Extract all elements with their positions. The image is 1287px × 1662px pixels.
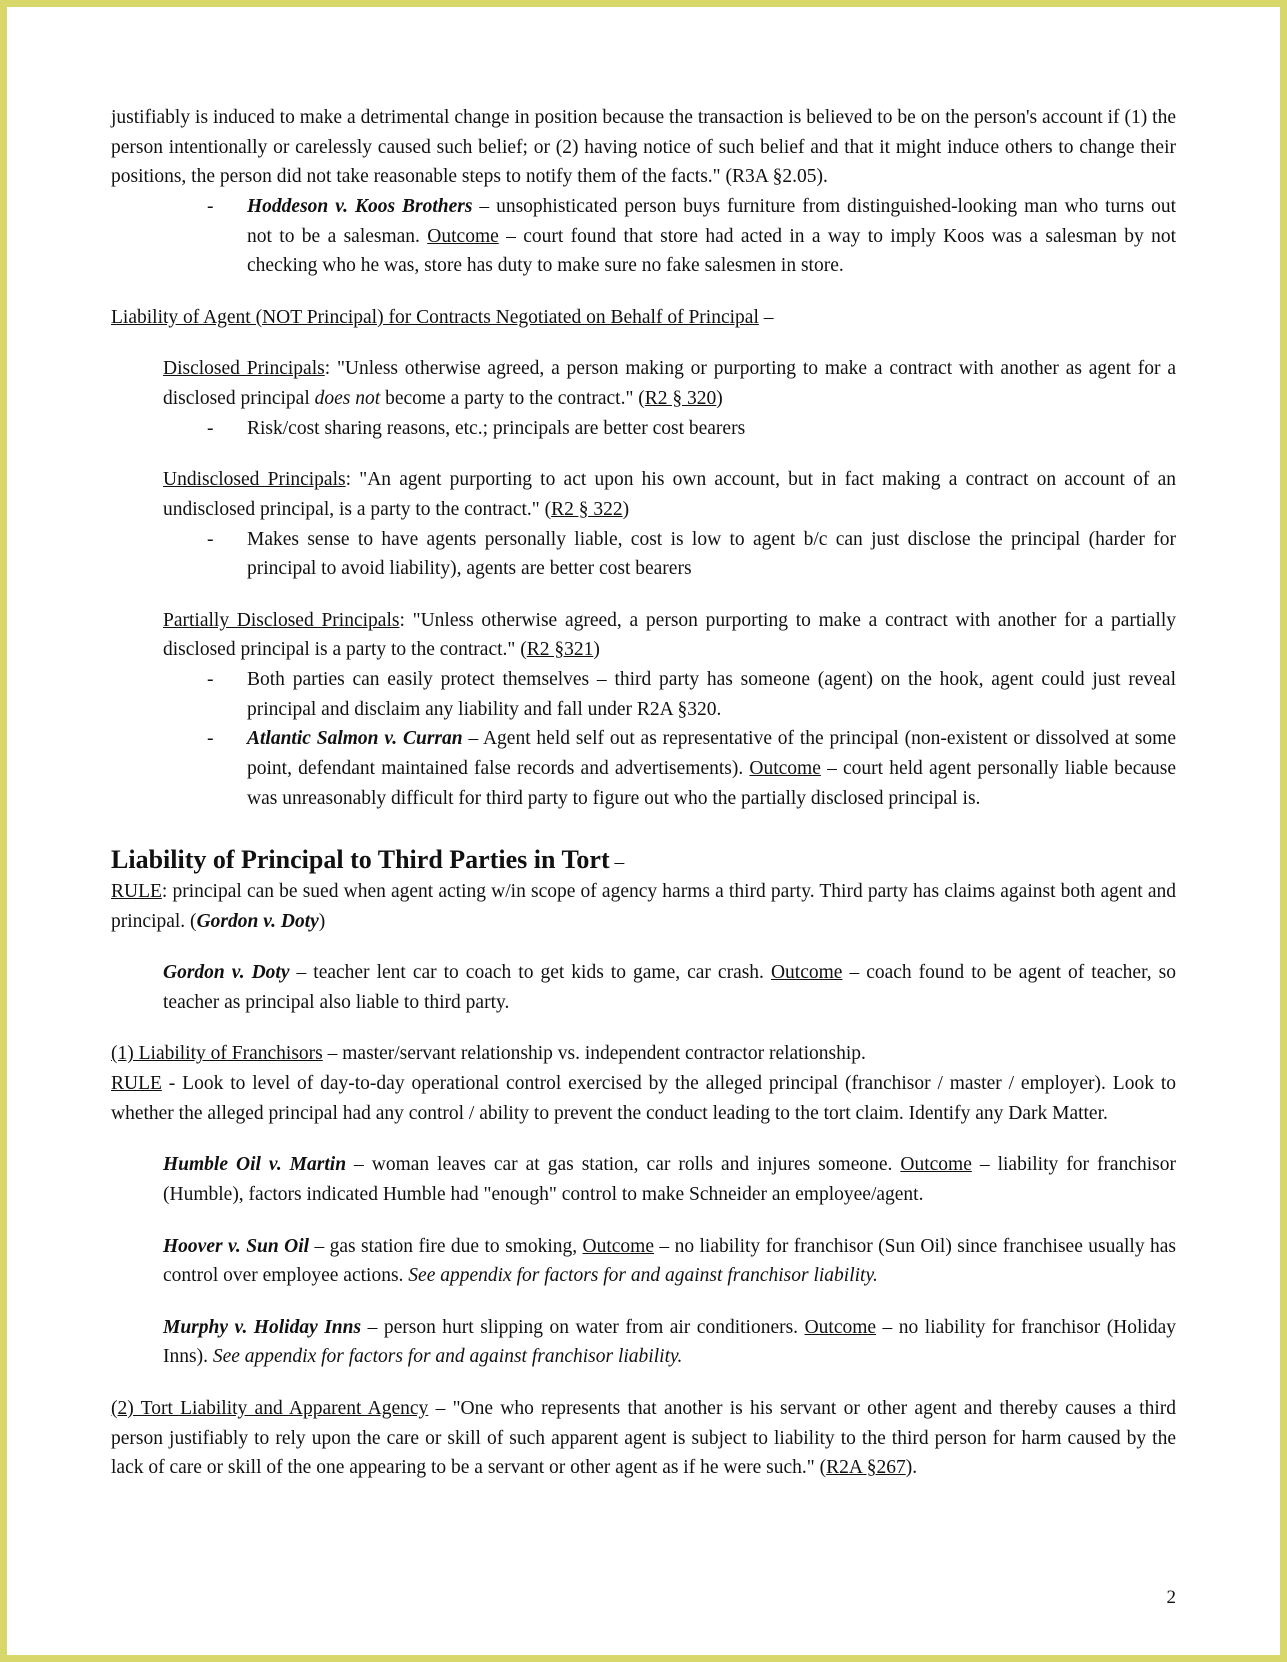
apparent-citation: R2A §267 bbox=[826, 1457, 906, 1479]
hoddeson-entry bbox=[247, 192, 1176, 281]
list-item bbox=[207, 192, 1176, 281]
list-item bbox=[207, 525, 1176, 584]
page-number: 2 bbox=[1166, 1587, 1176, 1608]
partially-disclosed-paragraph bbox=[163, 606, 1176, 665]
partially-citation: R2 §321 bbox=[526, 639, 594, 661]
section-title-dash: – bbox=[609, 852, 625, 874]
section-title-text: Liability of Principal to Third Parties in Tort bbox=[111, 845, 610, 875]
murphy-case-paragraph bbox=[163, 1313, 1176, 1372]
apparent-agency-heading: (2) Tort Liability and Apparent Agency bbox=[111, 1398, 429, 1420]
hoover-text-b: – no liability for franchisor (Sun Oil) since franchisee usually has control over employee actions. bbox=[163, 1235, 1176, 1287]
atlantic-text-a: – Agent held self out as representative of the principal (non-existent or dissolved at some point, defendant maintained false records and advertisements). bbox=[247, 728, 1177, 779]
outcome-label: Outcome bbox=[427, 225, 499, 247]
hoover-text-a: – gas station fire due to smoking, bbox=[309, 1235, 583, 1257]
case-name: Hoover v. Sun Oil bbox=[163, 1235, 310, 1257]
case-name: Hoddeson v. Koos Brothers bbox=[247, 195, 473, 217]
bullet-marker: - bbox=[207, 195, 214, 217]
hoddeson-text-b: – court found that store had acted in a way to imply Koos was a salesman by not checking who he was, store has duty to make sure no fake salesmen in store. bbox=[247, 225, 1176, 277]
heading-dash: – bbox=[758, 306, 774, 328]
disclosed-principals-label: Disclosed Principals bbox=[163, 358, 325, 380]
disclosed-text-b: become a party to the contract." ( bbox=[380, 388, 645, 409]
undisclosed-text-a: : "An agent purporting to act upon his own account, but in fact making a contract on account of an undisclosed principal, is a party to the contract." ( bbox=[163, 469, 1176, 520]
heading-text: Liability of Agent (NOT Principal) for Contracts Negotiated on Behalf of Principal bbox=[111, 306, 759, 328]
humble-text-a: – woman leaves car at gas station, car rolls and injures someone. bbox=[346, 1154, 901, 1176]
partially-disclosed-label: Partially Disclosed Principals bbox=[163, 609, 400, 631]
franchisors-heading-rest: – master/servant relationship vs. independent contractor relationship. bbox=[322, 1043, 866, 1065]
humble-case-paragraph bbox=[163, 1150, 1176, 1209]
disclosed-principals-paragraph bbox=[163, 354, 1176, 413]
rule-label: RULE bbox=[111, 1073, 162, 1095]
outcome-label: Outcome bbox=[770, 962, 843, 984]
rule-text-b: ) bbox=[318, 910, 326, 932]
outcome-label: Outcome bbox=[749, 757, 821, 779]
apparent-text-a: – "One who represents that another is his servant or other agent and thereby causes a third person justifiably to rely upon the care or skill of such apparent agent is subject to liability to the third person for harm caused by the lack of care or skill of the one appearing to be a servant or other agent as if he were such." ( bbox=[111, 1398, 1177, 1479]
list-item bbox=[207, 665, 1176, 724]
intro-paragraph bbox=[111, 103, 1176, 192]
heading-liability-agent bbox=[111, 303, 1176, 333]
hoover-case-paragraph bbox=[163, 1232, 1176, 1291]
disclosed-italic: does not bbox=[314, 388, 381, 409]
undisclosed-principals-paragraph bbox=[163, 465, 1176, 524]
hoddeson-text-a: – unsophisticated person buys furniture from distinguished-looking man who turns out not to be a salesman. bbox=[247, 195, 1176, 247]
undisclosed-text-b: ) bbox=[622, 498, 630, 520]
outcome-label: Outcome bbox=[804, 1316, 877, 1338]
franchisors-rule-text: - Look to level of day-to-day operational control exercised by the alleged principal (franchisor / master / employer). Look to whether the alleged principal had any control / ability to prevent the conduct leading to the tort claim. Identify any Dark Matter. bbox=[111, 1073, 1176, 1124]
outcome-label: Outcome bbox=[900, 1154, 972, 1176]
atlantic-text-b: – court held agent personally liable because was unreasonably difficult for third party to figure out who the partially disclosed principal is. bbox=[247, 757, 1176, 809]
murphy-text-a: – person hurt slipping on water from air conditioners. bbox=[361, 1316, 805, 1338]
franchisors-heading bbox=[111, 1039, 1176, 1069]
outcome-label: Outcome bbox=[582, 1235, 655, 1257]
franchisors-rule-paragraph bbox=[111, 1069, 1176, 1128]
partially-text-a: : "Unless otherwise agreed, a person purporting to make a contract with another for a partially disclosed principal is a party to the contract." ( bbox=[163, 609, 1176, 661]
list-item bbox=[207, 414, 1176, 444]
gordon-text-a: – teacher lent car to coach to get kids to game, car crash. bbox=[289, 962, 771, 984]
page-title bbox=[111, 843, 1176, 877]
bullet-marker: - bbox=[207, 528, 214, 550]
list-item bbox=[207, 724, 1176, 813]
partially-text-b: ) bbox=[593, 639, 600, 661]
gordon-text-b: – coach found to be agent of teacher, so teacher as principal also liable to third party. bbox=[163, 962, 1177, 1013]
case-name: Atlantic Salmon v. Curran bbox=[247, 728, 463, 750]
bullet-marker: - bbox=[207, 669, 214, 690]
apparent-agency-paragraph bbox=[111, 1394, 1176, 1483]
franchisors-heading-text: (1) Liability of Franchisors bbox=[111, 1043, 323, 1065]
gordon-case-paragraph bbox=[163, 958, 1176, 1017]
disclosed-citation: R2 § 320 bbox=[644, 388, 717, 409]
murphy-text-b: – no liability for franchisor (Holiday Inns). bbox=[163, 1316, 1177, 1368]
intro-text: justifiably is induced to make a detrimental change in position because the transaction is believed to be on the person's account if (1) the person intentionally or carelessly caused such belief; or (2) having notice of such belief and that it might induce others to change their positions, the person did not take reasonable steps to notify them of the facts." (R3A §2.05). bbox=[111, 107, 1176, 188]
murphy-appendix-note: See appendix for factors for and against franchisor liability. bbox=[212, 1346, 683, 1368]
bullet-marker: - bbox=[207, 728, 214, 750]
bullet-marker: - bbox=[207, 417, 214, 439]
case-name: Gordon v. Doty bbox=[163, 962, 290, 984]
rule-label: RULE bbox=[111, 880, 162, 902]
undisclosed-principals-label: Undisclosed Principals bbox=[163, 469, 346, 491]
undisclosed-citation: R2 § 322 bbox=[551, 498, 623, 520]
page-content bbox=[7, 7, 1280, 1655]
case-name: Murphy v. Holiday Inns bbox=[163, 1316, 362, 1338]
undisclosed-bullet-text: Makes sense to have agents personally liable, cost is low to agent b/c can just disclose the principal (harder for principal to avoid liability), agents are better cost bearers bbox=[247, 528, 1176, 580]
rule-text-a: : principal can be sued when agent acting w/in scope of agency harms a third party. Third party has claims against both agent and principal. ( bbox=[111, 880, 1176, 932]
case-name: Humble Oil v. Martin bbox=[163, 1154, 347, 1176]
case-name: Gordon v. Doty bbox=[196, 910, 319, 932]
disclosed-text-c: ) bbox=[716, 388, 723, 409]
apparent-text-b: ). bbox=[905, 1457, 918, 1479]
hoover-appendix-note: See appendix for factors for and against franchisor liability. bbox=[408, 1265, 878, 1287]
disclosed-bullet-text: Risk/cost sharing reasons, etc.; principals are better cost bearers bbox=[247, 417, 746, 439]
disclosed-text-a: : "Unless otherwise agreed, a person making or purporting to make a contract with another as agent for a disclosed principal bbox=[163, 358, 1176, 409]
humble-text-b: – liability for franchisor (Humble), factors indicated Humble had "enough" control to make Schneider an employee/agent. bbox=[163, 1154, 1176, 1205]
partially-bullet-text: Both parties can easily protect themselves – third party has someone (agent) on the hook, agent could just reveal principal and disclaim any liability and fall under R2A §320. bbox=[247, 669, 1176, 720]
rule-paragraph bbox=[111, 877, 1176, 936]
atlantic-entry bbox=[247, 724, 1176, 813]
